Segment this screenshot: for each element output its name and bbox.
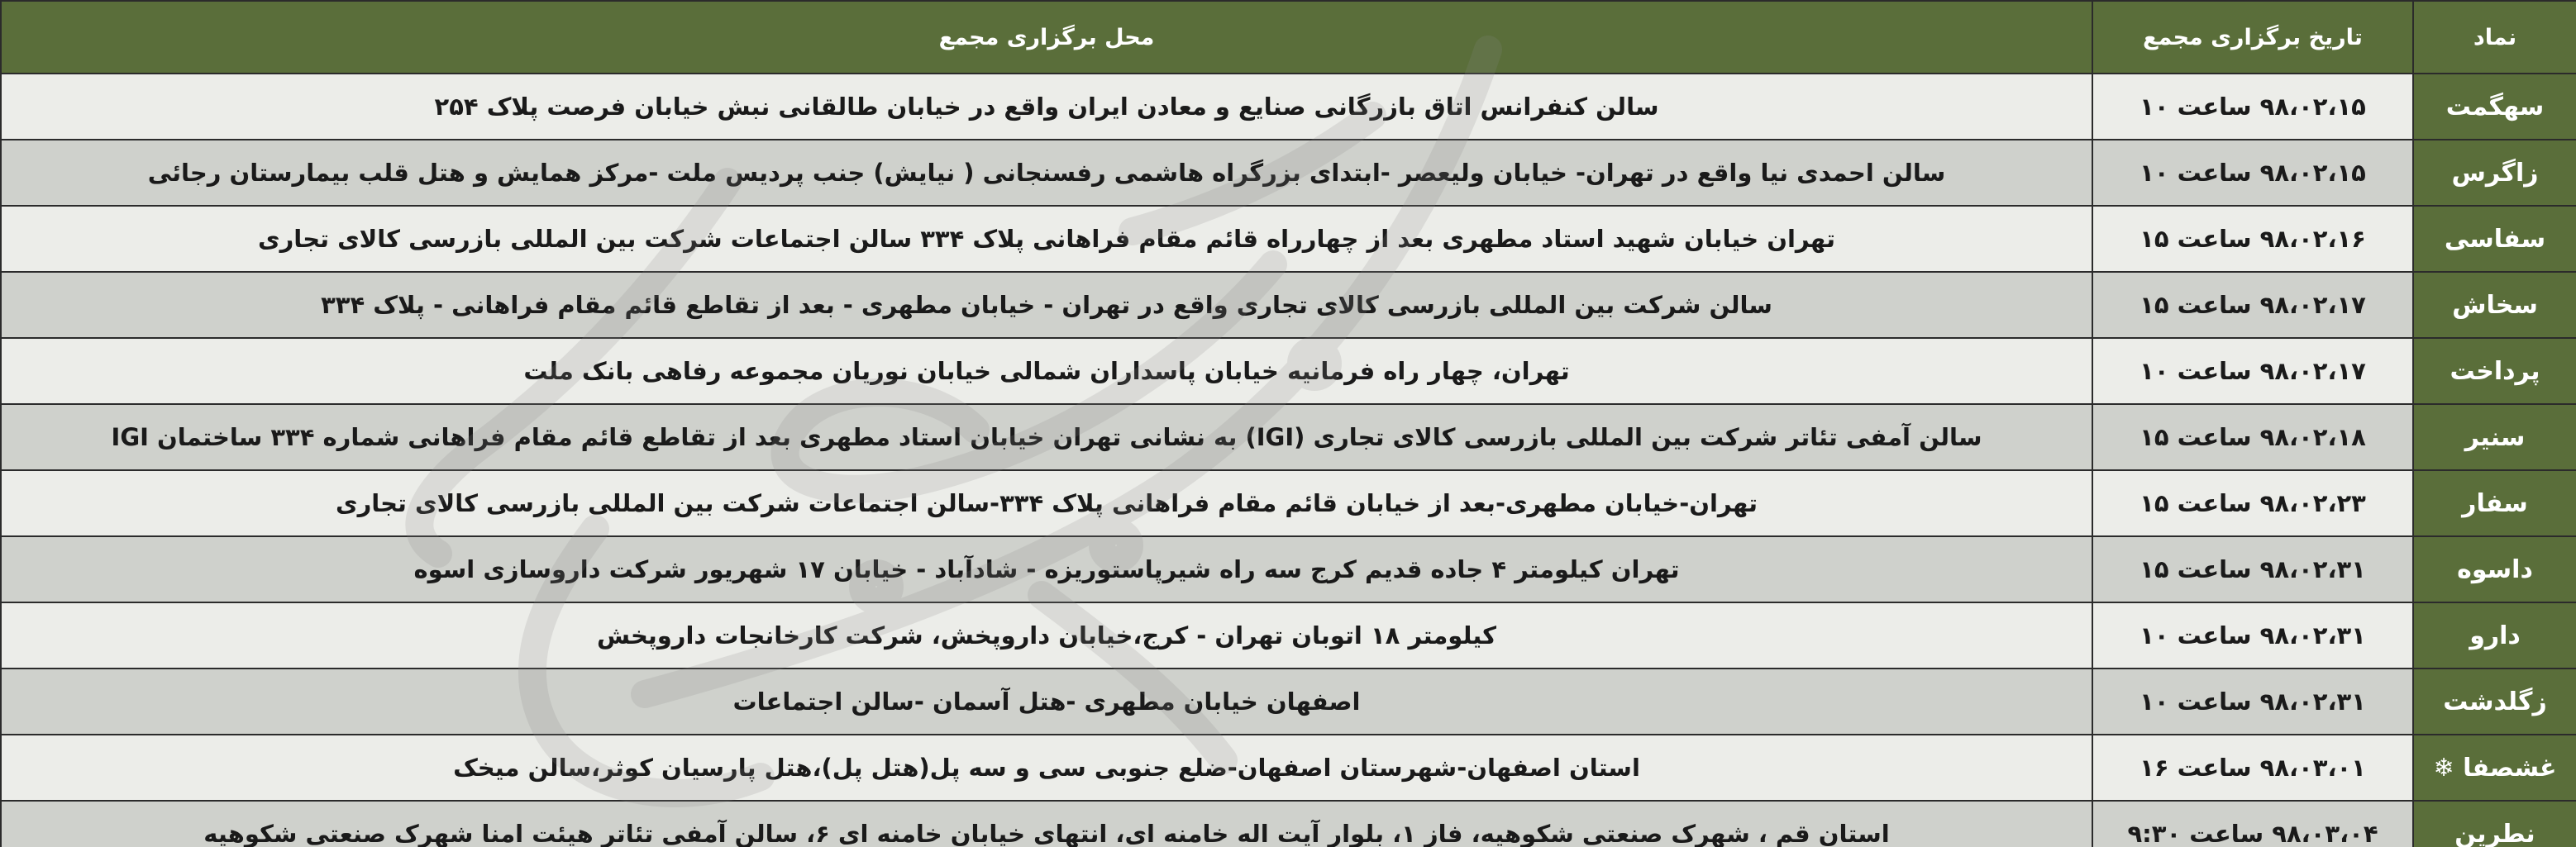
venue-cell: تهران، چهار راه فرمانیه خیابان پاسداران شمالی خیابان نوریان مجموعه رفاهی بانک ملت — [1, 338, 2092, 404]
date-cell: ۹۸،۰۲،۱۷ ساعت ۱۰ — [2092, 338, 2413, 404]
symbol-cell: پرداخت — [2413, 338, 2576, 404]
table-row — [1, 801, 2576, 847]
venue-cell: تهران-خیابان مطهری-بعد از خیابان قائم مقام فراهانی پلاک ۳۳۴-سالن اجتماعات شرکت بین المللی بازرسی کالای تجاری — [1, 470, 2092, 536]
venue-cell: سالن کنفرانس اتاق بازرگانی صنایع و معادن ایران واقع در خیابان طالقانی نبش خیابان فرصت پلاک ۲۵۴ — [1, 74, 2092, 140]
venue-cell: اصفهان خیابان مطهری -هتل آسمان -سالن اجتماعات — [1, 669, 2092, 735]
table-row — [1, 206, 2576, 272]
date-cell: ۹۸،۰۲،۳۱ ساعت ۱۵ — [2092, 536, 2413, 602]
date-cell: ۹۸،۰۲،۱۶ ساعت ۱۵ — [2092, 206, 2413, 272]
venue-cell: تهران کیلومتر ۴ جاده قدیم کرج سه راه شیرپاستوریزه - شادآباد - خیابان ۱۷ شهریور شرکت داروسازی اسوه — [1, 536, 2092, 602]
venue-cell: تهران خیابان شهید استاد مطهری بعد از چهارراه قائم مقام فراهانی پلاک ۳۳۴ سالن اجتماعات شرکت بین المللی بازرسی کالای تجاری — [1, 206, 2092, 272]
header-venue: محل برگزاری مجمع — [1, 1, 2092, 74]
symbol-cell: زگلدشت — [2413, 669, 2576, 735]
venue-cell: استان اصفهان-شهرستان اصفهان-ضلع جنوبی سی و سه پل(هتل پل)،هتل پارسیان کوثر،سالن میخک — [1, 735, 2092, 801]
table-row — [1, 74, 2576, 140]
table-row — [1, 536, 2576, 602]
venue-cell: سالن احمدی نیا واقع در تهران- خیابان ولیعصر -ابتدای بزرگراه هاشمی رفسنجانی ( نیایش) جنب پردیس ملت -مرکز همایش و هتل قلب بیمارستان رجائی — [1, 140, 2092, 206]
table-row — [1, 735, 2576, 801]
venue-cell: کیلومتر ۱۸ اتوبان تهران - کرج،خیابان داروپخش، شرکت کارخانجات داروپخش — [1, 602, 2092, 669]
symbol-cell: سفار — [2413, 470, 2576, 536]
date-cell: ۹۸،۰۲،۱۵ ساعت ۱۰ — [2092, 140, 2413, 206]
table-row — [1, 470, 2576, 536]
venue-cell: سالن شرکت بین المللی بازرسی کالای تجاری واقع در تهران - خیابان مطهری - بعد از تقاطع قائم مقام فراهانی - پلاک ۳۳۴ — [1, 272, 2092, 338]
date-cell: ۹۸،۰۳،۰۱ ساعت ۱۶ — [2092, 735, 2413, 801]
symbol-cell: غشصفا ❄ — [2413, 735, 2576, 801]
date-cell: ۹۸،۰۲،۳۱ ساعت ۱۰ — [2092, 602, 2413, 669]
date-cell: ۹۸،۰۲،۲۳ ساعت ۱۵ — [2092, 470, 2413, 536]
venue-cell: سالن آمفی تئاتر شرکت بین المللی بازرسی کالای تجاری (IGI) به نشانی تهران خیابان استاد مطهری بعد از تقاطع قائم مقام فراهانی شماره ۳۳۴ ساختمان IGI — [1, 404, 2092, 470]
table-row — [1, 669, 2576, 735]
date-cell: ۹۸،۰۲،۳۱ ساعت ۱۰ — [2092, 669, 2413, 735]
table-row — [1, 140, 2576, 206]
symbol-cell: سهگمت — [2413, 74, 2576, 140]
header-date: تاریخ برگزاری مجمع — [2092, 1, 2413, 74]
symbol-cell: زاگرس — [2413, 140, 2576, 206]
date-cell: ۹۸،۰۲،۱۵ ساعت ۱۰ — [2092, 74, 2413, 140]
symbol-cell: سنیر — [2413, 404, 2576, 470]
symbol-cell: سفاسی — [2413, 206, 2576, 272]
table-row — [1, 338, 2576, 404]
header-symbol: نماد — [2413, 1, 2576, 74]
date-cell: ۹۸،۰۲،۱۷ ساعت ۱۵ — [2092, 272, 2413, 338]
date-cell: ۹۸،۰۳،۰۴ ساعت ۹:۳۰ — [2092, 801, 2413, 847]
venue-cell: استان قم ، شهرک صنعتی شکوهیه، فاز ۱، بلوار آیت اله خامنه ای، انتهای خیابان خامنه ای ۶، سالن آمفی تئاتر هیئت امنا شهرک صنعتی شکوهیه — [1, 801, 2092, 847]
symbol-cell: سخاش — [2413, 272, 2576, 338]
symbol-cell: دارو — [2413, 602, 2576, 669]
date-cell: ۹۸،۰۲،۱۸ ساعت ۱۵ — [2092, 404, 2413, 470]
symbol-cell: نطرین — [2413, 801, 2576, 847]
table-row — [1, 602, 2576, 669]
table-header-row — [1, 1, 2576, 74]
table-row — [1, 404, 2576, 470]
symbol-cell: داسوه — [2413, 536, 2576, 602]
table-row — [1, 272, 2576, 338]
